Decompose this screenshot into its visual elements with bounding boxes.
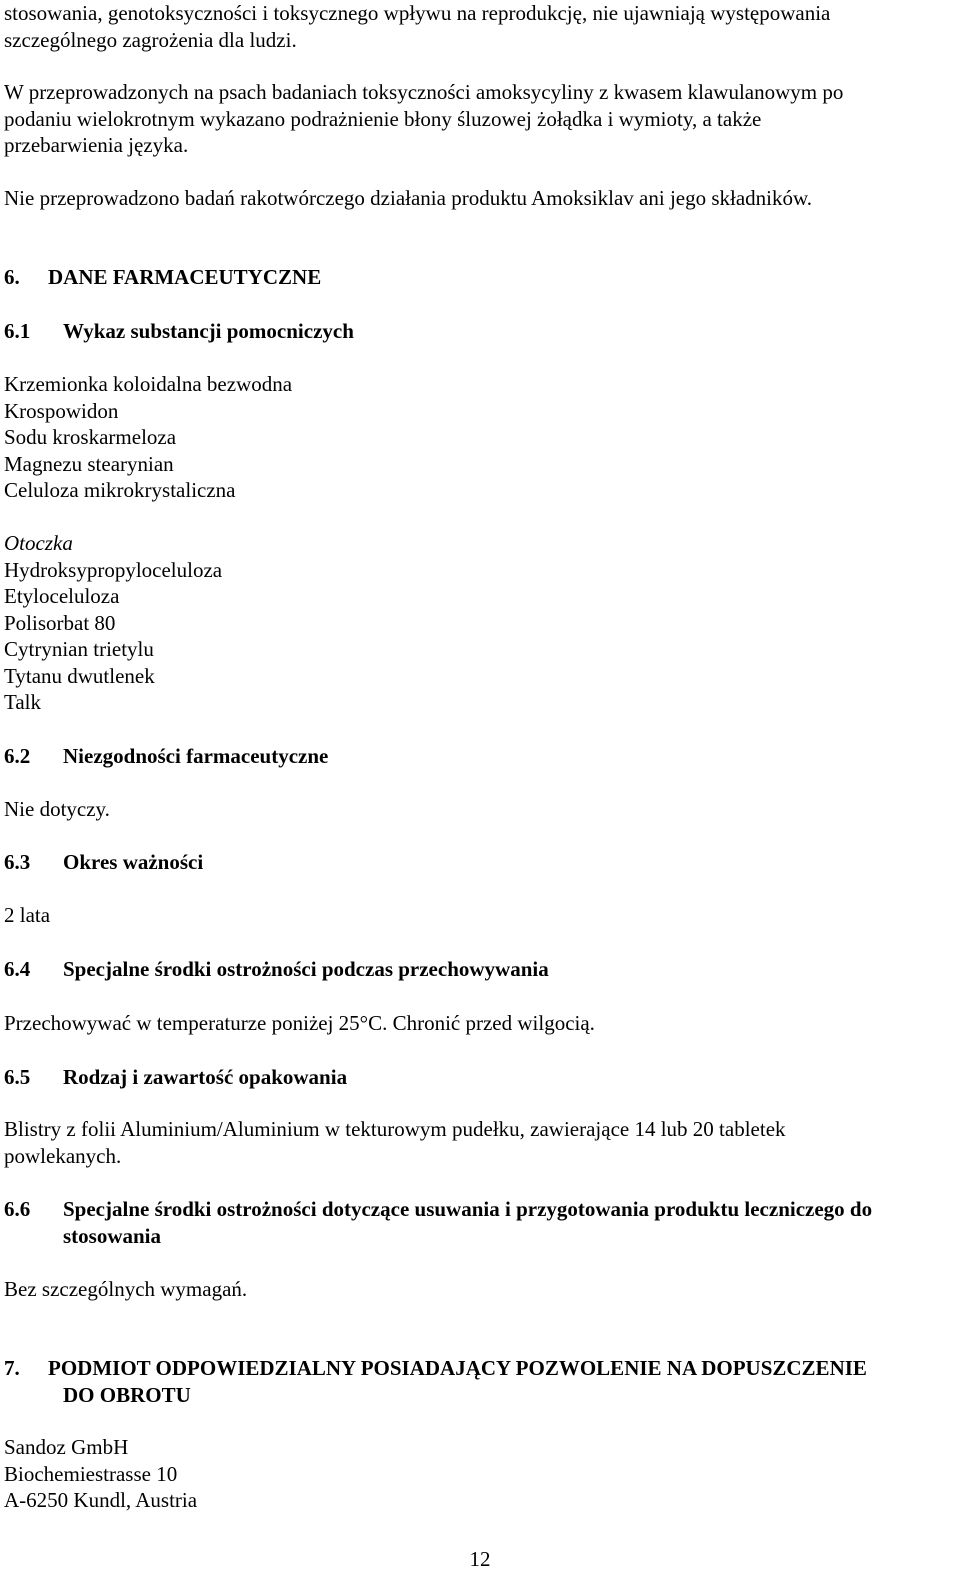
- paragraph-carcinogenicity: Nie przeprowadzono badań rakotwórczego działania produktu Amoksiklav ani jego składników.: [4, 186, 813, 210]
- paragraph-line: szczególnego zagrożenia dla ludzi.: [4, 27, 297, 52]
- address-line: A-6250 Kundl, Austria: [4, 1488, 198, 1512]
- subsection-title: Rodzaj i zawartość opakowania: [63, 1065, 348, 1089]
- subsection-title: Specjalne środki ostrożności podczas przechowywania: [63, 957, 549, 981]
- address-line: Sandoz GmbH: [4, 1435, 129, 1459]
- paragraph-line: W przeprowadzonych na psach badaniach toksyczności amoksycyliny z kwasem klawulanowym po: [4, 80, 844, 104]
- subsection-title: Niezgodności farmaceutyczne: [63, 744, 329, 768]
- heading-line: Specjalne środki ostrożności dotyczące usuwania i przygotowania produktu leczniczego do: [63, 1197, 873, 1221]
- subsection-number: 6.2: [4, 744, 31, 768]
- subsection-title: Wykaz substancji pomocniczych: [63, 319, 354, 343]
- section-title: [48, 1355, 956, 1408]
- subsection-6-1-heading: [4, 318, 956, 345]
- list-item: Krzemionka koloidalna bezwodna: [4, 372, 293, 396]
- paragraph-line: powlekanych.: [4, 1143, 122, 1168]
- section-7-heading: [4, 1355, 956, 1408]
- subsection-title: [63, 1196, 956, 1249]
- incompatibilities-text: Nie dotyczy.: [4, 797, 110, 821]
- page-number: 12: [469, 1547, 491, 1571]
- excipients-coating-list: [4, 530, 956, 716]
- subsection-title: Okres ważności: [63, 850, 204, 874]
- subsection-6-2-heading: [4, 743, 956, 770]
- list-item: Magnezu stearynian: [4, 451, 174, 476]
- section-title: DANE FARMACEUTYCZNE: [48, 265, 322, 289]
- list-item: Tytanu dwutlenek: [4, 663, 155, 688]
- paragraph-dog-toxicity: [4, 79, 956, 159]
- subsection-number: 6.3: [4, 850, 31, 874]
- section-number: 6.: [4, 265, 20, 289]
- list-item: Sodu kroskarmeloza: [4, 425, 177, 449]
- subsection-number: 6.5: [4, 1065, 31, 1089]
- paragraph-safety-continuation: [4, 0, 956, 53]
- subsection-number: 6.4: [4, 957, 31, 981]
- heading-line: stosowania: [63, 1223, 162, 1248]
- list-item: Krospowidon: [4, 398, 119, 423]
- list-item: Celuloza mikrokrystaliczna: [4, 478, 236, 502]
- section-6-heading: [4, 264, 956, 291]
- subsection-6-5-heading: [4, 1064, 956, 1091]
- subsection-number: 6.1: [4, 319, 31, 343]
- subsection-number: 6.6: [4, 1197, 31, 1221]
- list-item: Hydroksypropyloceluloza: [4, 557, 223, 582]
- subsection-6-3-heading: [4, 849, 956, 876]
- disposal-text: Bez szczególnych wymagań.: [4, 1277, 248, 1301]
- paragraph-line: Blistry z folii Aluminium/Aluminium w tekturowym pudełku, zawierające 14 lub 20 tabletek: [4, 1117, 786, 1141]
- marketing-authorisation-holder-address: [4, 1434, 956, 1514]
- section-number: 7.: [4, 1356, 20, 1380]
- storage-text: Przechowywać w temperaturze poniżej 25°C. Chronić przed wilgocią.: [4, 1011, 595, 1035]
- list-item: Etyloceluloza: [4, 584, 120, 608]
- coating-label: Otoczka: [4, 531, 73, 555]
- shelf-life-text: 2 lata: [4, 903, 51, 927]
- heading-line: DO OBROTU: [63, 1382, 191, 1407]
- list-item: Cytrynian trietylu: [4, 637, 154, 661]
- paragraph-line: stosowania, genotoksyczności i toksycznego wpływu na reprodukcję, nie ujawniają występowania: [4, 1, 831, 25]
- address-line: Biochemiestrasse 10: [4, 1461, 178, 1486]
- list-item: Talk: [4, 690, 42, 714]
- list-item: Polisorbat 80: [4, 610, 116, 635]
- packaging-text: [4, 1116, 956, 1169]
- paragraph-line: przebarwienia języka.: [4, 133, 189, 157]
- heading-line: PODMIOT ODPOWIEDZIALNY POSIADAJĄCY POZWOLENIE NA DOPUSZCZENIE: [48, 1356, 867, 1380]
- excipients-core-list: [4, 371, 956, 504]
- subsection-6-6-heading: [4, 1196, 956, 1249]
- paragraph-line: podaniu wielokrotnym wykazano podrażnienie błony śluzowej żołądka i wymioty, a także: [4, 106, 762, 131]
- subsection-6-4-heading: [4, 956, 956, 983]
